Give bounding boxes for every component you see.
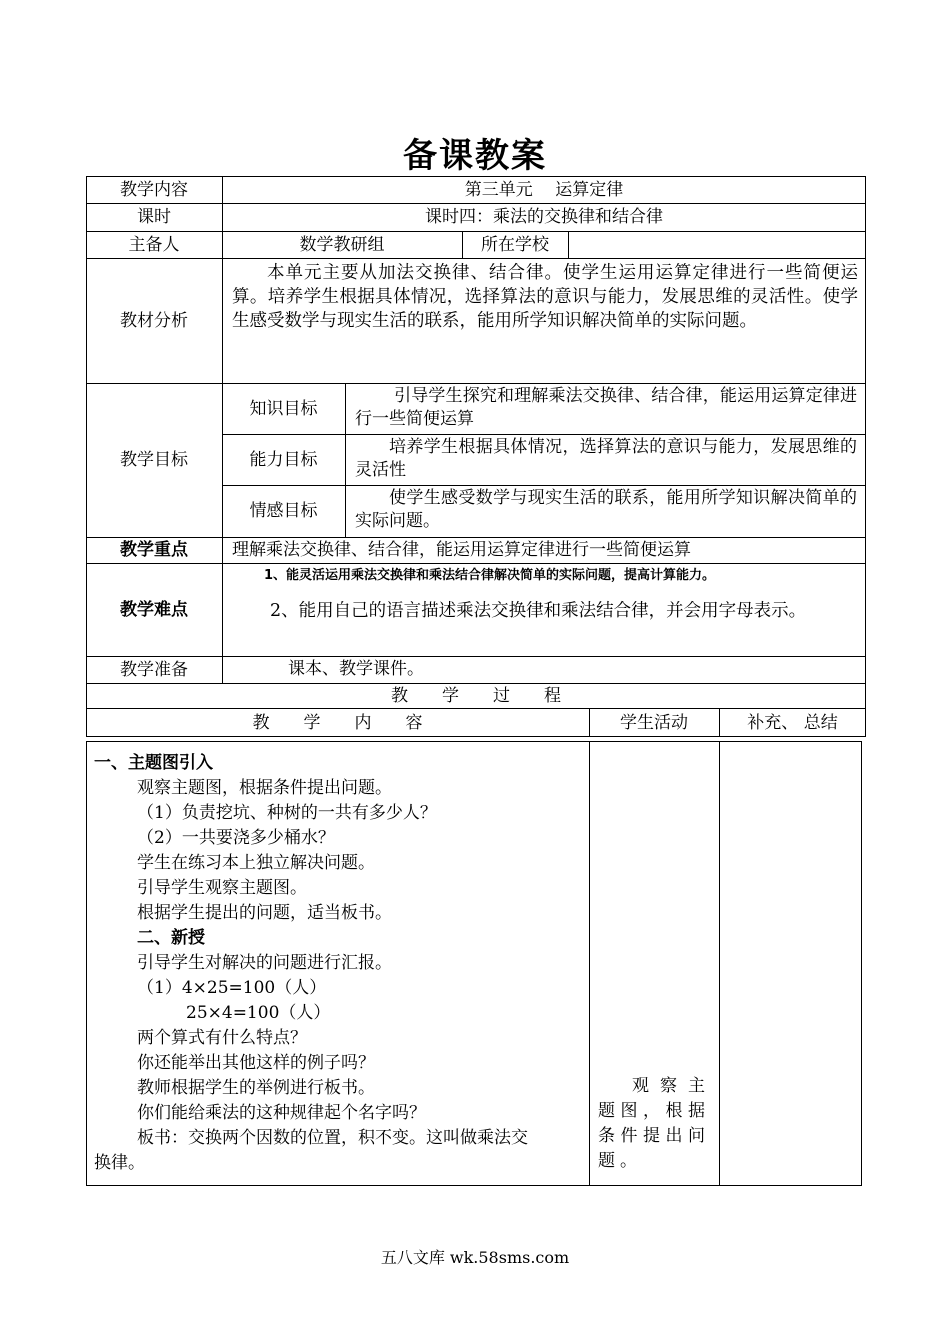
difficulty-line2: 2、能用自己的语言描述乘法交换律和乘法结合律，并会用字母表示。 <box>270 601 807 621</box>
content-value: 第三单元 运算定律 <box>464 179 624 200</box>
process-line: 换律。 <box>94 1153 145 1173</box>
difficulty-line1: 1、能灵活运用乘法交换律和乘法结合律解决简单的实际问题，提高计算能力。 <box>264 568 716 583</box>
process-line: 学生在练习本上独立解决问题。 <box>137 853 375 873</box>
process-line: 两个算式有什么特点？ <box>137 1028 307 1048</box>
goals-label: 教学目标 <box>120 450 188 470</box>
goal-emotion-label: 情感目标 <box>249 501 318 521</box>
preparation-text: 课本、教学课件。 <box>288 659 424 679</box>
footer-watermark: 五八文库 wk.58sms.com <box>380 1248 570 1267</box>
goal-ability-label: 能力目标 <box>249 449 318 470</box>
process-line: 教师根据学生的举例进行板书。 <box>137 1078 375 1098</box>
key-text: 理解乘法交换律、结合律，能运用运算定律进行一些简便运算 <box>232 540 691 560</box>
col-content-header: 教 学 内 容 <box>252 712 423 733</box>
goal-emotion-text: 使学生感受数学与现实生活的联系，能用所学知识解决简单的实际问题。 <box>355 488 857 531</box>
process-line: 根据学生提出的问题，适当板书。 <box>137 903 392 923</box>
lesson-value: 课时四：乘法的交换律和结合律 <box>425 207 663 227</box>
preparer-value: 数学教研组 <box>299 234 385 255</box>
process-line: 你们能给乘法的这种规律起个名字吗？ <box>137 1103 426 1123</box>
process-line: 二、新授 <box>137 928 205 948</box>
process-line: （2）一共要浇多少桶水？ <box>137 828 335 848</box>
process-line: 观察主题图，根据条件提出问题。 <box>137 778 392 798</box>
key-label: 教学重点 <box>120 540 188 560</box>
process-line: 你还能举出其他这样的例子吗？ <box>137 1053 375 1073</box>
process-line: 25×4=100（人） <box>186 1003 331 1023</box>
lesson-label: 课时 <box>137 207 171 227</box>
process-line: 板书：交换两个因数的位置，积不变。这叫做乘法交 <box>137 1128 528 1148</box>
process-line: （1）负责挖坑、种树的一共有多少人？ <box>137 803 437 823</box>
page-title: 备课教案 <box>403 136 547 176</box>
process-header: 教 学 过 程 <box>391 686 561 706</box>
process-line: 引导学生对解决的问题进行汇报。 <box>137 953 392 973</box>
preparation-label: 教学准备 <box>120 659 188 680</box>
content-label: 教学内容 <box>120 179 188 200</box>
process-line: 引导学生观察主题图。 <box>137 878 307 898</box>
difficulty-label: 教学难点 <box>120 599 188 620</box>
analysis-text: 本单元主要从加法交换律、结合律。使学生运用运算定律进行一些简便运算。培养学生根据具体情况，选择算法的意识与能力，发展思维的灵活性。使学生感受数学与现实生活的联系，能用所学知识解决简单的实际问题。 <box>232 263 858 331</box>
student-activity-text: 观察主题图，根据条件提出问题。 <box>598 1076 710 1171</box>
preparer-label: 主备人 <box>128 234 180 255</box>
col-notes-header: 补充、 总结 <box>747 712 838 733</box>
goal-knowledge-label: 知识目标 <box>249 398 318 419</box>
goal-knowledge-text: 引导学生探究和理解乘法交换律、结合律，能运用运算定律进行一些简便运算 <box>355 386 857 429</box>
school-label: 所在学校 <box>481 234 549 255</box>
process-line: （1）4×25=100（人） <box>137 978 327 998</box>
school-value <box>568 231 866 258</box>
process-line: 一、主题图引入 <box>94 753 213 773</box>
analysis-label: 教材分析 <box>120 310 188 331</box>
goal-ability-text: 培养学生根据具体情况，选择算法的意识与能力，发展思维的灵活性 <box>355 437 857 480</box>
col-activity-header: 学生活动 <box>620 712 688 733</box>
process-content <box>94 751 584 1176</box>
